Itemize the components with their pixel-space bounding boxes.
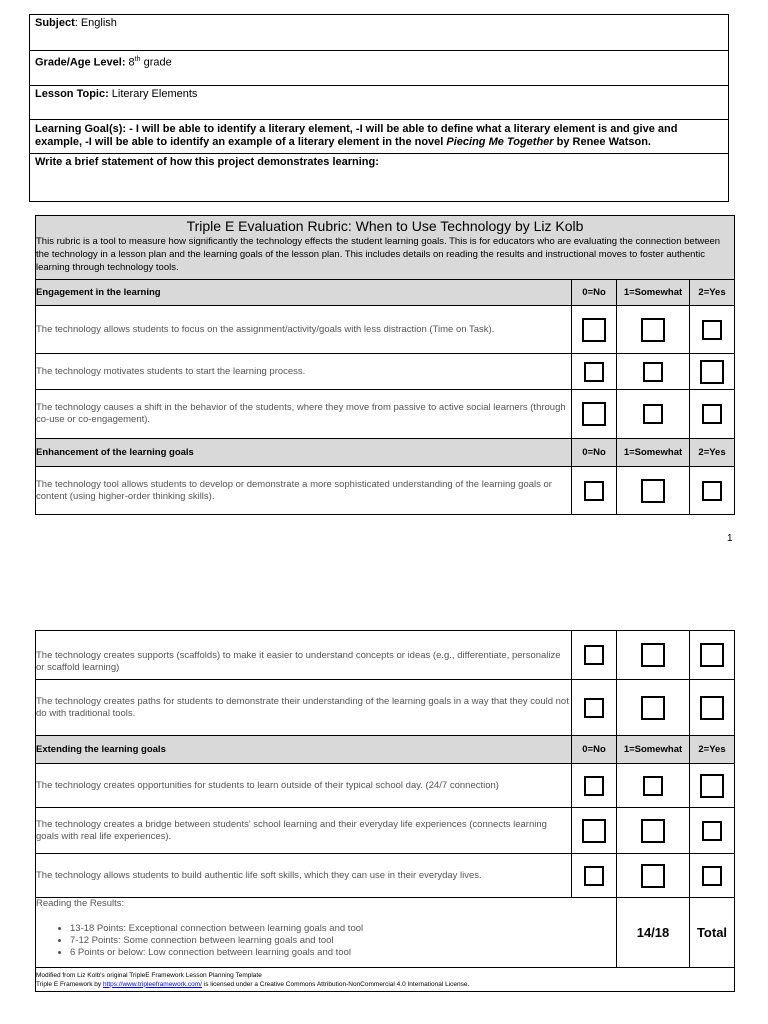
checkbox-no[interactable]	[584, 362, 604, 382]
rubric-title: Triple E Evaluation Rubric: When to Use Technology by Liz Kolb	[186, 218, 584, 234]
checkbox-somewhat[interactable]	[643, 362, 663, 382]
rubric-title-cell	[36, 216, 735, 280]
grade-row	[30, 51, 728, 86]
checkbox-no[interactable]	[582, 819, 606, 843]
checkbox-yes[interactable]	[702, 404, 722, 424]
results-row	[36, 898, 735, 968]
checkbox-no[interactable]	[584, 645, 604, 665]
col-somewhat-header: 1=Somewhat	[617, 439, 690, 467]
section-label-extending: Extending the learning goals	[36, 736, 572, 764]
section-label-engagement: Engagement in the learning	[36, 280, 572, 306]
col-yes-header: 2=Yes	[690, 736, 735, 764]
statement-label: Write a brief statement of how this project demonstrates learning:	[35, 156, 379, 168]
criterion-row	[36, 764, 735, 808]
checkbox-no[interactable]	[584, 866, 604, 886]
total-label: Total	[690, 898, 735, 968]
col-somewhat-header: 1=Somewhat	[617, 736, 690, 764]
framework-link[interactable]: https://www.tripleeframework.com/	[102, 980, 202, 988]
license-footer	[36, 968, 735, 992]
results-cell	[36, 898, 617, 968]
grade-value-sup: th	[134, 56, 141, 63]
section-header-engagement	[36, 280, 735, 306]
col-no-header: 0=No	[572, 439, 617, 467]
checkbox-yes[interactable]	[702, 320, 722, 340]
checkbox-no[interactable]	[584, 776, 604, 796]
criterion-text: The technology creates paths for students to demonstrate their understanding of the learning goals in a way that they could not do with traditional tools.	[36, 680, 572, 736]
footer-line2-post: is licensed under a Creative Commons Attribution-NonCommercial 4.0 International License.	[201, 980, 470, 988]
checkbox-yes[interactable]	[702, 481, 722, 501]
subject-label: Subject	[35, 17, 75, 29]
criterion-row	[36, 467, 735, 515]
section-label-enhancement: Enhancement of the learning goals	[36, 439, 572, 467]
checkbox-somewhat[interactable]	[641, 643, 665, 667]
topic-label: Lesson Topic:	[35, 88, 109, 100]
goals-row	[30, 120, 728, 154]
col-somewhat-header: 1=Somewhat	[617, 280, 690, 306]
subject-row	[30, 15, 728, 51]
criterion-text: The technology creates a bridge between students' school learning and their everyday life experiences (connects learning goals with real life experiences).	[36, 808, 572, 854]
results-item: • 7-12 Points: Some connection between learning goals and tool	[70, 935, 616, 947]
statement-row	[30, 154, 728, 201]
results-list	[36, 923, 616, 959]
lesson-info-table	[29, 14, 729, 202]
criterion-row	[36, 854, 735, 898]
results-item: • 6 Points or below: Low connection between learning goals and tool	[70, 947, 616, 959]
topic-value: Literary Elements	[108, 88, 198, 100]
grade-value-num: 8	[125, 56, 135, 69]
col-yes-header: 2=Yes	[690, 280, 735, 306]
criterion-text: The technology causes a shift in the behavior of the students, where they move from passive to active social learners (through co-use or co-engagement).	[36, 390, 572, 439]
criterion-text: The technology allows students to build authentic life soft skills, which they can use in their everyday lives.	[36, 854, 572, 898]
footer-line2	[36, 980, 734, 989]
grade-value-rest: grade	[140, 56, 172, 69]
subject-value: : English	[74, 17, 117, 29]
criterion-row	[36, 390, 735, 439]
criterion-text: The technology allows students to focus on the assignment/activity/goals with less distraction (Time on Task).	[36, 306, 572, 354]
checkbox-somewhat[interactable]	[643, 776, 663, 796]
checkbox-somewhat[interactable]	[643, 404, 663, 424]
col-no-header: 0=No	[572, 736, 617, 764]
rubric-intro: This rubric is a tool to measure how significantly the technology effects the student learning goals. This is for educators who are evaluating the connection between the technology in a lesson plan and the learning goals of the lesson plan. This includes details on reading the results and instructional moves to foster authentic learning through technology tools.	[36, 236, 721, 273]
footer-line1: Modified from Liz Kolb's original TripleE Framework Lesson Planning Template	[36, 971, 262, 979]
results-item: • 13-18 Points: Exceptional connection between learning goals and tool	[70, 923, 616, 935]
checkbox-yes[interactable]	[700, 360, 724, 384]
checkbox-somewhat[interactable]	[641, 696, 665, 720]
checkbox-yes[interactable]	[700, 774, 724, 798]
rubric-table-page1	[35, 215, 735, 515]
criterion-row	[36, 808, 735, 854]
goals-text: Learning Goal(s): - I will be able to identify a literary element, -I will be able to define what a literary element is and give and example, -I will be able to identify an example of a literary element in the novel	[35, 123, 678, 148]
criterion-row	[36, 631, 735, 680]
checkbox-yes[interactable]	[700, 643, 724, 667]
criterion-text: The technology creates supports (scaffolds) to make it easier to understand concepts or ideas (e.g., differentiate, personalize or scaffold learning)	[36, 631, 572, 680]
checkbox-no[interactable]	[582, 402, 606, 426]
results-heading: Reading the Results:	[36, 898, 125, 909]
criterion-row	[36, 680, 735, 736]
checkbox-yes[interactable]	[702, 821, 722, 841]
checkbox-no[interactable]	[584, 481, 604, 501]
rubric-table-page2	[35, 630, 735, 992]
goals-book: Piecing Me Together	[446, 136, 554, 148]
total-score: 14/18	[617, 898, 690, 968]
criterion-text: The technology motivates students to start the learning process.	[36, 354, 572, 390]
section-header-enhancement	[36, 439, 735, 467]
criterion-text: The technology creates opportunities for students to learn outside of their typical school day. (24/7 connection)	[36, 764, 572, 808]
goals-author: by Renee Watson.	[553, 136, 651, 148]
checkbox-yes[interactable]	[700, 696, 724, 720]
criterion-row	[36, 306, 735, 354]
checkbox-yes[interactable]	[702, 866, 722, 886]
grade-label: Grade/Age Level:	[35, 56, 126, 69]
col-no-header: 0=No	[572, 280, 617, 306]
criterion-row	[36, 354, 735, 390]
checkbox-no[interactable]	[584, 698, 604, 718]
checkbox-somewhat[interactable]	[641, 819, 665, 843]
page-number: 1	[727, 533, 733, 544]
footer-line2-pre: Triple E Framework by	[36, 980, 103, 988]
checkbox-somewhat[interactable]	[641, 479, 665, 503]
footer-row	[36, 968, 735, 992]
section-header-extending	[36, 736, 735, 764]
criterion-text: The technology tool allows students to develop or demonstrate a more sophisticated understanding of the learning goals or content (using higher-order thinking skills).	[36, 467, 572, 515]
col-yes-header: 2=Yes	[690, 439, 735, 467]
checkbox-no[interactable]	[582, 318, 606, 342]
checkbox-somewhat[interactable]	[641, 864, 665, 888]
topic-row	[30, 86, 728, 120]
checkbox-somewhat[interactable]	[641, 318, 665, 342]
